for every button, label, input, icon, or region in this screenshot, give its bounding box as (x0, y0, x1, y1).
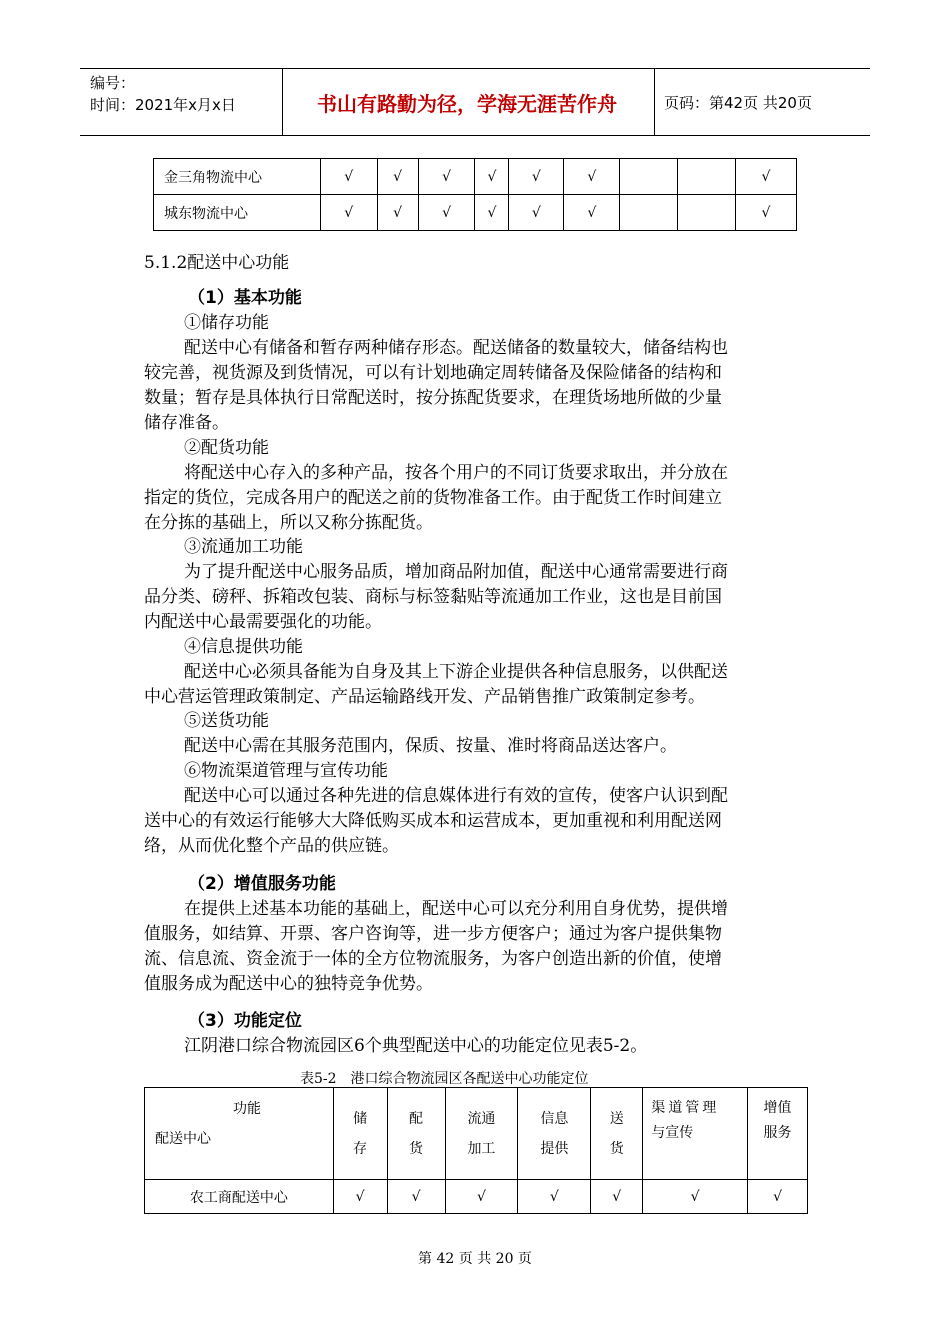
header-page-label: 页码：第42页 共20页 (664, 94, 812, 112)
paragraph-line: 配送中心需在其服务范围内，保质、按量、准时将商品送达客户。 (184, 736, 677, 756)
header-line: 加工 (467, 1140, 496, 1157)
subheading-positioning: （3）功能定位 (188, 1011, 302, 1031)
check-cell: √ (320, 195, 377, 231)
row-name: 城东物流中心 (154, 195, 321, 231)
item-processing-title: ③流通加工功能 (184, 537, 303, 557)
check-cell: √ (591, 1180, 643, 1214)
corner-top-label: 功能 (233, 1101, 261, 1117)
check-cell: √ (564, 159, 620, 195)
check-cell: √ (377, 195, 418, 231)
page-footer: 第 42 页 共 20 页 (418, 1251, 532, 1267)
header-line: 信息 (540, 1110, 569, 1127)
header-motto: 书山有路勤为径，学海无涯苦作舟 (317, 92, 617, 116)
header-line: 存 (353, 1140, 368, 1157)
header-line: 送 (609, 1110, 624, 1127)
top-table (153, 158, 797, 231)
paragraph-line: 数量；暂存是具体执行日常配送时，按分拣配货要求，在理货场地所做的少量 (144, 388, 722, 408)
check-cell: √ (387, 1180, 445, 1214)
header-line: 服务 (763, 1125, 792, 1141)
header-line: 储 (353, 1110, 368, 1127)
check-cell: √ (643, 1180, 748, 1214)
header-meta (90, 72, 236, 116)
paragraph-line: 储存准备。 (144, 413, 229, 433)
header-line: 与宣传 (651, 1125, 694, 1141)
check-cell (678, 195, 736, 231)
column-header (748, 1088, 808, 1180)
check-cell: √ (475, 195, 509, 231)
table-row (154, 195, 797, 231)
item-information-title: ④信息提供功能 (184, 637, 303, 657)
section-heading: 5.1.2配送中心功能 (144, 253, 290, 273)
item-channel-title: ⑥物流渠道管理与宣传功能 (184, 761, 388, 781)
check-cell (620, 195, 678, 231)
header-number-label: 编号： (90, 74, 136, 92)
header-time-label: 时间：2021年x月x日 (90, 96, 236, 114)
check-cell: √ (320, 159, 377, 195)
check-cell: √ (748, 1180, 808, 1214)
column-header (591, 1088, 643, 1180)
paragraph-line: 较完善，视货源及到货情况，可以有计划地确定周转储备及保险储备的结构和 (144, 363, 722, 383)
table-caption: 表5-2 港口综合物流园区各配送中心功能定位 (300, 1071, 589, 1087)
corner-header (145, 1088, 334, 1180)
table-header-row (145, 1088, 808, 1180)
check-cell: √ (509, 195, 564, 231)
column-header (445, 1088, 518, 1180)
check-cell: √ (333, 1180, 387, 1214)
column-header (518, 1088, 591, 1180)
header-line: 货 (609, 1140, 624, 1157)
column-header (333, 1088, 387, 1180)
header-line: 配 (409, 1110, 424, 1127)
header-line: 货 (409, 1140, 424, 1157)
check-cell: √ (736, 159, 797, 195)
row-name: 农工商配送中心 (145, 1180, 334, 1214)
paragraph-line: 在分拣的基础上，所以又称分拣配货。 (144, 513, 433, 533)
subheading-basic-functions: （1）基本功能 (188, 288, 302, 308)
paragraph-line: 值服务成为配送中心的独特竞争优势。 (144, 974, 433, 994)
function-table (144, 1087, 808, 1214)
header-divider-right (654, 68, 655, 136)
check-cell: √ (377, 159, 418, 195)
check-cell: √ (418, 159, 475, 195)
check-cell: √ (445, 1180, 518, 1214)
check-cell: √ (518, 1180, 591, 1214)
paragraph-line: 指定的货位，完成各用户的配送之前的货物准备工作。由于配货工作时间建立 (144, 488, 722, 508)
header-top-border (80, 68, 870, 69)
corner-bottom-label: 配送中心 (155, 1131, 211, 1147)
check-cell (678, 159, 736, 195)
table-row (154, 159, 797, 195)
header-line: 渠道管理 (651, 1100, 720, 1116)
paragraph-line: 送中心的有效运行能够大大降低购买成本和运营成本，更加重视和利用配送网 (144, 811, 722, 831)
paragraph-line: 品分类、磅秤、拆箱改包装、商标与标签黏贴等流通加工作业，这也是目前国 (144, 587, 722, 607)
paragraph-line: 配送中心必须具备能为自身及其上下游企业提供各种信息服务，以供配送 (184, 662, 728, 682)
subheading-value-added: （2）增值服务功能 (188, 874, 336, 894)
column-header (387, 1088, 445, 1180)
header-line: 增值 (763, 1100, 792, 1116)
check-cell: √ (564, 195, 620, 231)
column-header (643, 1088, 748, 1180)
paragraph-line: 中心营运管理政策制定、产品运输路线开发、产品销售推广政策制定参考。 (144, 687, 705, 707)
check-cell: √ (418, 195, 475, 231)
header-line: 流通 (467, 1110, 496, 1127)
paragraph-line: 在提供上述基本功能的基础上，配送中心可以充分利用自身优势，提供增 (184, 899, 728, 919)
header-line: 提供 (540, 1140, 569, 1157)
check-cell: √ (475, 159, 509, 195)
paragraph-line: 将配送中心存入的多种产品，按各个用户的不同订货要求取出，并分放在 (184, 463, 728, 483)
item-distribution-title: ②配货功能 (184, 438, 269, 458)
check-cell (620, 159, 678, 195)
paragraph-line: 配送中心可以通过各种先进的信息媒体进行有效的宣传，使客户认识到配 (184, 786, 728, 806)
check-cell: √ (509, 159, 564, 195)
paragraph-line: 配送中心有储备和暂存两种储存形态。配送储备的数量较大，储备结构也 (184, 338, 728, 358)
paragraph-line: 内配送中心最需要强化的功能。 (144, 612, 382, 632)
table-row (145, 1180, 808, 1214)
paragraph-line: 为了提升配送中心服务品质，增加商品附加值，配送中心通常需要进行商 (184, 562, 728, 582)
paragraph-line: 值服务，如结算、开票、客户咨询等，进一步方便客户；通过为客户提供集物 (144, 924, 722, 944)
check-cell: √ (736, 195, 797, 231)
paragraph-line: 江阴港口综合物流园区6个典型配送中心的功能定位见表5-2。 (184, 1036, 648, 1056)
header-bottom-border (80, 135, 870, 136)
item-delivery-title: ⑤送货功能 (184, 711, 269, 731)
row-name: 金三角物流中心 (154, 159, 321, 195)
item-storage-title: ①储存功能 (184, 313, 269, 333)
paragraph-line: 络，从而优化整个产品的供应链。 (144, 836, 399, 856)
paragraph-line: 流、信息流、资金流于一体的全方位物流服务，为客户创造出新的价值，使增 (144, 949, 722, 969)
